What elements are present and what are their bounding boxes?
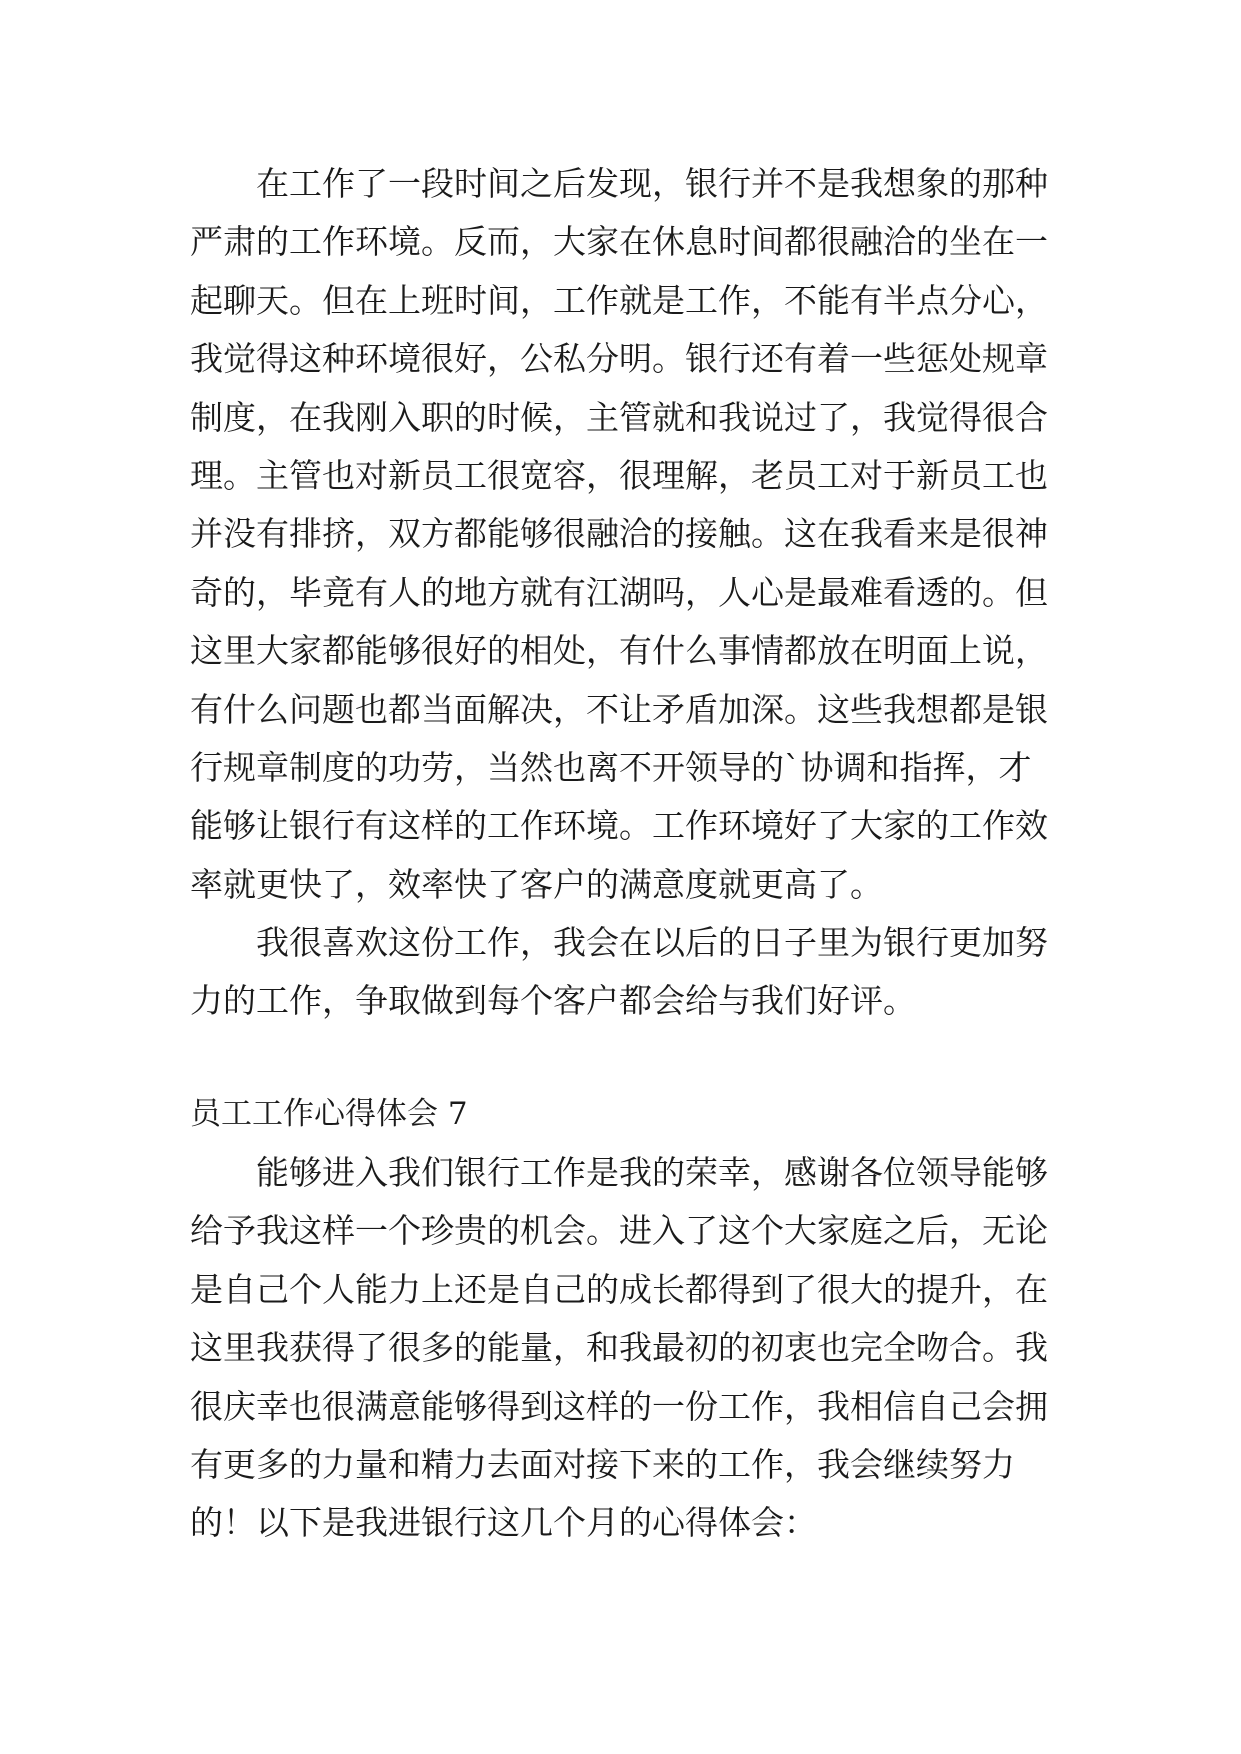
paragraph-line: 并没有排挤，双方都能够很融洽的接触。这在我看来是很神 xyxy=(190,514,1048,554)
paragraph-line: 是自己个人能力上还是自己的成长都得到了很大的提升，在 xyxy=(190,1269,1048,1309)
paragraph-line: 率就更快了，效率快了客户的满意度就更高了。 xyxy=(190,864,883,904)
paragraph-line: 这里我获得了很多的能量，和我最初的初衷也完全吻合。我 xyxy=(190,1328,1048,1368)
paragraph-line: 有什么问题也都当面解决，不让矛盾加深。这些我想都是银 xyxy=(190,689,1048,729)
section-heading: 员工工作心得体会 7 xyxy=(190,1096,468,1132)
paragraph-line: 制度，在我刚入职的时候，主管就和我说过了，我觉得很合 xyxy=(190,397,1048,437)
paragraph-line: 这里大家都能够很好的相处，有什么事情都放在明面上说， xyxy=(190,631,1048,671)
paragraph-line: 奇的，毕竟有人的地方就有江湖吗，人心是最难看透的。但 xyxy=(190,572,1048,612)
paragraph-line: 很庆幸也很满意能够得到这样的一份工作，我相信自己会拥 xyxy=(190,1386,1048,1426)
paragraph-line: 的！以下是我进银行这几个月的心得体会： xyxy=(190,1503,817,1543)
paragraph-line: 有更多的力量和精力去面对接下来的工作，我会继续努力 xyxy=(190,1444,1015,1484)
paragraph-gratitude xyxy=(190,1144,1050,1553)
paragraph-line: 我觉得这种环境很好，公私分明。银行还有着一些惩处规章 xyxy=(190,339,1048,379)
paragraph-line: 力的工作，争取做到每个客户都会给与我们好评。 xyxy=(190,981,916,1021)
paragraph-line: 能够让银行有这样的工作环境。工作环境好了大家的工作效 xyxy=(190,806,1048,846)
paragraph-line: 行规章制度的功劳，当然也离不开领导的`协调和指挥，才 xyxy=(190,747,1032,787)
paragraph-workplace-environment xyxy=(190,155,1050,1031)
paragraph-line: 起聊天。但在上班时间，工作就是工作，不能有半点分心， xyxy=(190,280,1048,320)
paragraph-line: 理。主管也对新员工很宽容，很理解，老员工对于新员工也 xyxy=(190,455,1048,495)
paragraph-line: 我很喜欢这份工作，我会在以后的日子里为银行更加努 xyxy=(256,923,1048,963)
paragraph-line: 严肃的工作环境。反而，大家在休息时间都很融洽的坐在一 xyxy=(190,222,1048,262)
paragraph-line: 在工作了一段时间之后发现，银行并不是我想象的那种 xyxy=(256,164,1048,203)
paragraph-line: 给予我这样一个珍贵的机会。进入了这个大家庭之后，无论 xyxy=(190,1211,1048,1251)
paragraph-line: 能够进入我们银行工作是我的荣幸，感谢各位领导能够 xyxy=(256,1153,1048,1192)
